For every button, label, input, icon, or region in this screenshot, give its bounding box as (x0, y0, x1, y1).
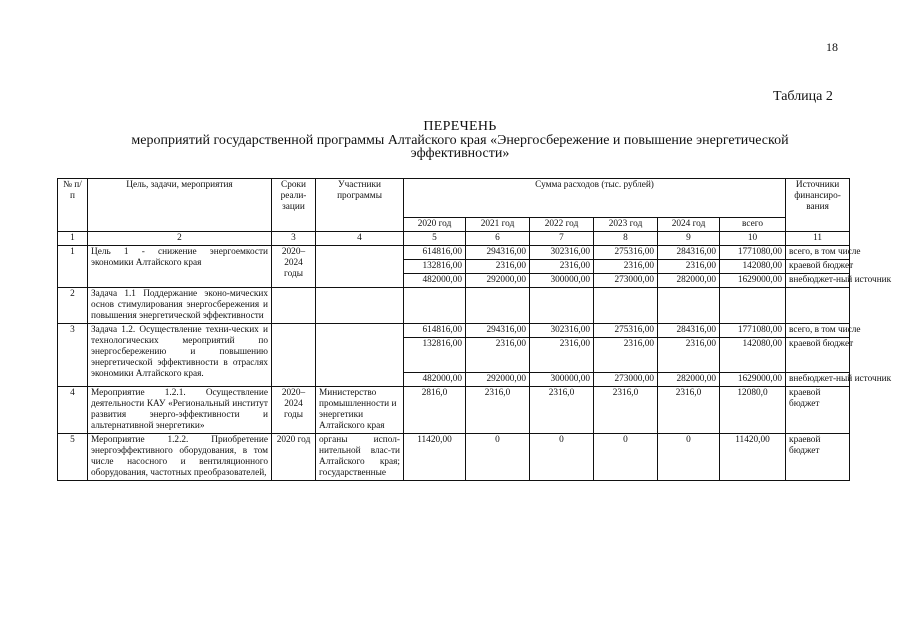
row-participants: органы испол-нительной влас-ти Алтайского края; государственные (316, 434, 404, 481)
value-cell: 142080,00 (720, 338, 786, 373)
value-cell: 482000,00 (404, 373, 466, 387)
row-goal: Цель 1 - снижение энергоемкости экономики Алтайского края (88, 246, 272, 288)
value-cell: 300000,00 (530, 373, 594, 387)
value-cell: 0 (466, 434, 530, 481)
page-number: 18 (826, 40, 838, 54)
value-cell: 614816,00 (404, 246, 466, 260)
value-cell: 0 (658, 434, 720, 481)
column-number: 9 (658, 232, 720, 246)
row-terms (272, 324, 316, 387)
value-cell: 2316,00 (594, 338, 658, 373)
title-subheading-cont: эффективности» (410, 146, 510, 161)
header-terms: Сроки реали-зации (272, 179, 316, 232)
value-cell: 2316,0 (594, 387, 658, 434)
source-cell: внебюджет-ный источник (786, 274, 850, 288)
row-goal: Мероприятие 1.2.1. Осуществление деятельности КАУ «Региональный институт развития энерго-эффективности и альтернативной энергетики» (88, 387, 272, 434)
row-terms: 2020–2024 годы (272, 387, 316, 434)
value-cell: 284316,00 (658, 246, 720, 260)
header-total: всего (720, 218, 786, 232)
value-cell: 273000,00 (594, 373, 658, 387)
header-sources: Источники финансиро-вания (786, 179, 850, 232)
value-cell: 2316,00 (466, 260, 530, 274)
value-cell: 0 (594, 434, 658, 481)
row-terms (272, 288, 316, 324)
value-cell: 294316,00 (466, 246, 530, 260)
value-cell: 284316,00 (658, 324, 720, 338)
source-cell: всего, в том числе (786, 324, 850, 338)
column-number: 11 (786, 232, 850, 246)
header-year: 2023 год (594, 218, 658, 232)
source-cell: внебюджет-ный источник (786, 373, 850, 387)
table-row (58, 246, 850, 260)
value-cell: 273000,00 (594, 274, 658, 288)
title-heading: ПЕРЕЧЕНЬ (423, 119, 497, 134)
value-cell: 292000,00 (466, 274, 530, 288)
value-cell: 482000,00 (404, 274, 466, 288)
column-number: 7 (530, 232, 594, 246)
column-number: 3 (272, 232, 316, 246)
document-title (60, 120, 860, 160)
source-cell: краевой бюджет (786, 338, 850, 373)
value-cell: 2316,0 (530, 387, 594, 434)
table-row (58, 324, 850, 338)
measures-table (57, 178, 892, 481)
header-sum: Сумма расходов (тыс. рублей) (404, 179, 786, 218)
header-row (58, 179, 850, 218)
column-number: 6 (466, 232, 530, 246)
value-cell: 302316,00 (530, 324, 594, 338)
value-cell: 2316,00 (530, 338, 594, 373)
value-cell: 282000,00 (658, 274, 720, 288)
value-cell: 2816,0 (404, 387, 466, 434)
row-goal: Мероприятие 1.2.2. Приобретение энергоэффективного оборудования, в том числе насосного и вентиляционного оборудования, частотных преобразователей, (88, 434, 272, 481)
empty-cell (594, 288, 658, 324)
empty-cell (530, 288, 594, 324)
value-cell: 2316,00 (594, 260, 658, 274)
value-cell: 0 (530, 434, 594, 481)
value-cell: 2316,00 (658, 338, 720, 373)
column-number: 8 (594, 232, 658, 246)
row-goal: Задача 1.2. Осуществление техни-ческих и технологических мероприятий по энергосбережению и повышению энергетической эффективности в отраслях экономики Алтайского края. (88, 324, 272, 387)
row-participants (316, 324, 404, 387)
row-num: 2 (58, 288, 88, 324)
value-cell: 2316,0 (466, 387, 530, 434)
value-cell: 2316,00 (466, 338, 530, 373)
header-goal: Цель, задачи, мероприятия (88, 179, 272, 232)
column-number: 5 (404, 232, 466, 246)
value-cell: 292000,00 (466, 373, 530, 387)
value-cell: 1629000,00 (720, 274, 786, 288)
value-cell: 12080,0 (720, 387, 786, 434)
empty-cell (466, 288, 530, 324)
source-cell: краевой бюджет (786, 387, 850, 434)
value-cell: 11420,00 (720, 434, 786, 481)
value-cell: 132816,00 (404, 338, 466, 373)
title-subheading: мероприятий государственной программы Алтайского края «Энергосбережение и повышение энергетической (131, 133, 789, 148)
table-label: Таблица 2 (773, 89, 833, 104)
row-terms: 2020–2024 годы (272, 246, 316, 288)
value-cell: 2316,00 (658, 260, 720, 274)
header-year: 2022 год (530, 218, 594, 232)
value-cell: 282000,00 (658, 373, 720, 387)
value-cell: 132816,00 (404, 260, 466, 274)
row-goal: Задача 1.1 Поддержание эконо-мических основ стимулирования энергосбережения и повышения энергетической эффективности (88, 288, 272, 324)
empty-cell (404, 288, 466, 324)
empty-cell (658, 288, 720, 324)
value-cell: 1771080,00 (720, 246, 786, 260)
value-cell: 1629000,00 (720, 373, 786, 387)
value-cell: 300000,00 (530, 274, 594, 288)
header-num: № п/п (58, 179, 88, 232)
row-num: 5 (58, 434, 88, 481)
value-cell: 614816,00 (404, 324, 466, 338)
header-year: 2021 год (466, 218, 530, 232)
value-cell: 294316,00 (466, 324, 530, 338)
table-row (58, 387, 850, 434)
column-number: 2 (88, 232, 272, 246)
value-cell: 2316,0 (658, 387, 720, 434)
column-number: 1 (58, 232, 88, 246)
value-cell: 1771080,00 (720, 324, 786, 338)
column-number: 4 (316, 232, 404, 246)
row-participants: Министерство промышленности и энергетики Алтайского края (316, 387, 404, 434)
value-cell: 275316,00 (594, 246, 658, 260)
value-cell: 11420,00 (404, 434, 466, 481)
source-cell: краевой бюджет (786, 434, 850, 481)
empty-cell (720, 288, 786, 324)
header-year: 2024 год (658, 218, 720, 232)
column-number: 10 (720, 232, 786, 246)
value-cell: 2316,00 (530, 260, 594, 274)
value-cell: 302316,00 (530, 246, 594, 260)
row-participants (316, 246, 404, 288)
source-cell: краевой бюджет (786, 260, 850, 274)
row-num: 3 (58, 324, 88, 387)
header-participants: Участники программы (316, 179, 404, 232)
table-row (58, 288, 850, 324)
source-cell: всего, в том числе (786, 246, 850, 260)
row-participants (316, 288, 404, 324)
table-row (58, 434, 850, 481)
row-num: 4 (58, 387, 88, 434)
column-numbers-row (58, 232, 850, 246)
header-year: 2020 год (404, 218, 466, 232)
value-cell: 142080,00 (720, 260, 786, 274)
row-terms: 2020 год (272, 434, 316, 481)
empty-cell (786, 288, 850, 324)
value-cell: 275316,00 (594, 324, 658, 338)
row-num: 1 (58, 246, 88, 288)
